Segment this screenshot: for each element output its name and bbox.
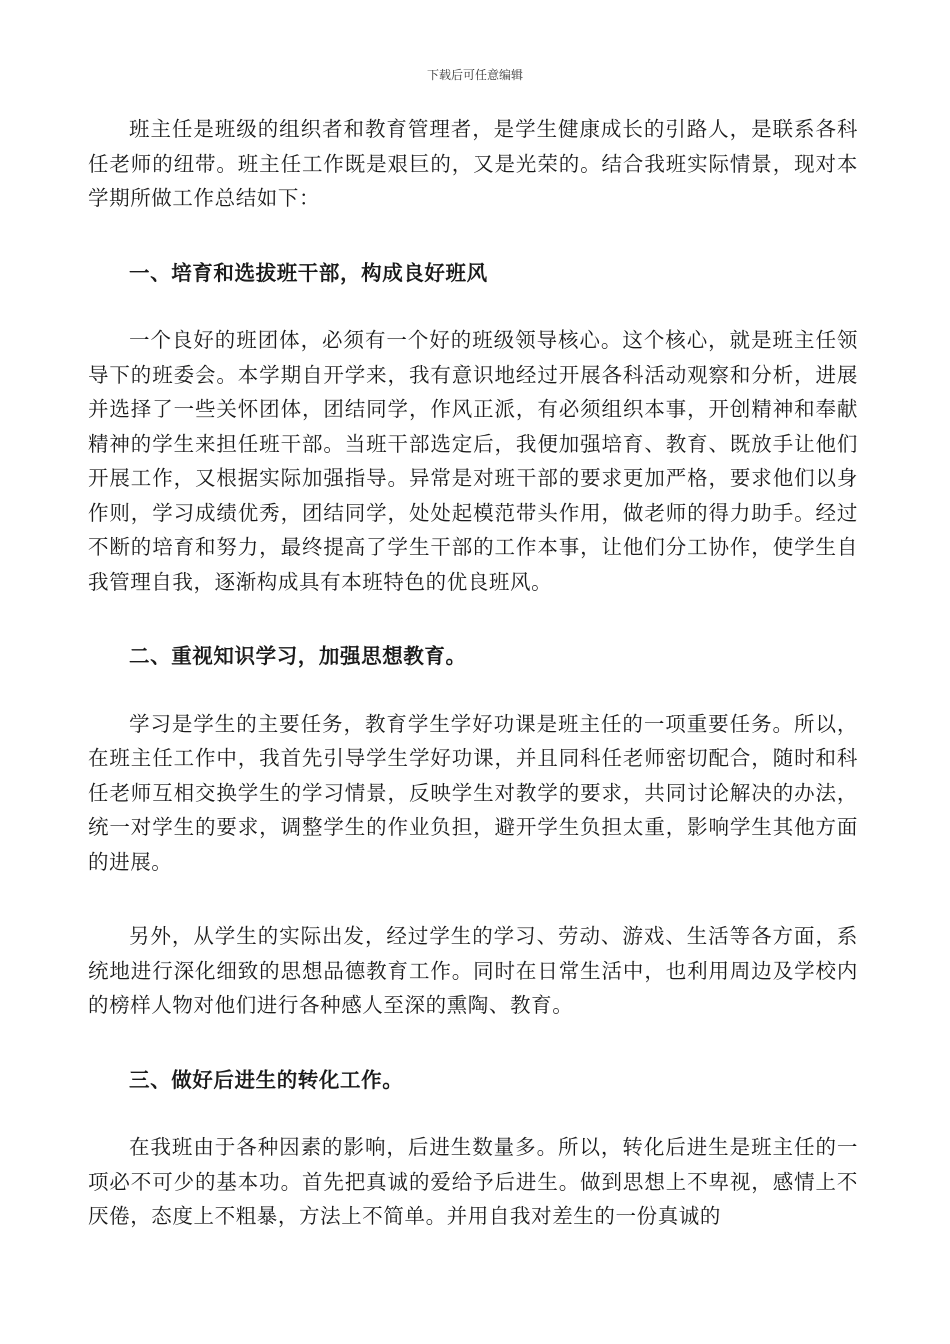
section-2-paragraph-2: 另外，从学生的实际出发，经过学生的学习、劳动、游戏、生活等各方面，系统地进行深化细致的思想品德教育工作。同时在日常生活中，也利用周边及学校内的榜样人物对他们进行各种感人至深的熏陶、教育。	[88, 924, 858, 1017]
section-1-heading: 一、培育和选拔班干部，构成良好班风	[129, 260, 488, 285]
section-3-paragraph: 在我班由于各种因素的影响，后进生数量多。所以，转化后进生是班主任的一项必不可少的基本功。首先把真诚的爱给予后进生。做到思想上不卑视，感情上不厌倦，态度上不粗暴，方法上不简单。并用自我对差生的一份真诚的	[88, 1135, 858, 1228]
page-header-note: 下载后可任意编辑	[426, 68, 523, 82]
section-3-heading: 三、做好后进生的转化工作。	[129, 1067, 404, 1092]
document-body	[88, 112, 858, 1234]
section-2-paragraph-1: 学习是学生的主要任务，教育学生学好功课是班主任的一项重要任务。所以，在班主任工作中，我首先引导学生学好功课，并且同科任老师密切配合，随时和科任老师互相交换学生的学习情景，反映学生对教学的要求，共同讨论解决的办法，统一对学生的要求，调整学生的作业负担，避开学生负担太重，影响学生其他方面的进展。	[88, 711, 858, 874]
section-2-heading: 二、重视知识学习，加强思想教育。	[129, 644, 467, 668]
intro-paragraph: 班主任是班级的组织者和教育管理者，是学生健康成长的引路人，是联系各科任老师的纽带。班主任工作既是艰巨的，又是光荣的。结合我班实际情景，现对本学期所做工作总结如下：	[88, 117, 858, 210]
section-1-paragraph: 一个良好的班团体，必须有一个好的班级领导核心。这个核心，就是班主任领导下的班委会。本学期自开学来，我有意识地经过开展各科活动观察和分析，进展并选择了一些关怀团体，团结同学，作风正派，有必须组织本事，开创精神和奉献精神的学生来担任班干部。当班干部选定后，我便加强培育、教育、既放手让他们开展工作，又根据实际加强指导。异常是对班干部的要求更加严格，要求他们以身作则，学习成绩优秀，团结同学，处处起模范带头作用，做老师的得力助手。经过不断的培育和努力，最终提高了学生干部的工作本事，让他们分工协作，使学生自我管理自我，逐渐构成具有本班特色的优良班风。	[88, 328, 858, 594]
